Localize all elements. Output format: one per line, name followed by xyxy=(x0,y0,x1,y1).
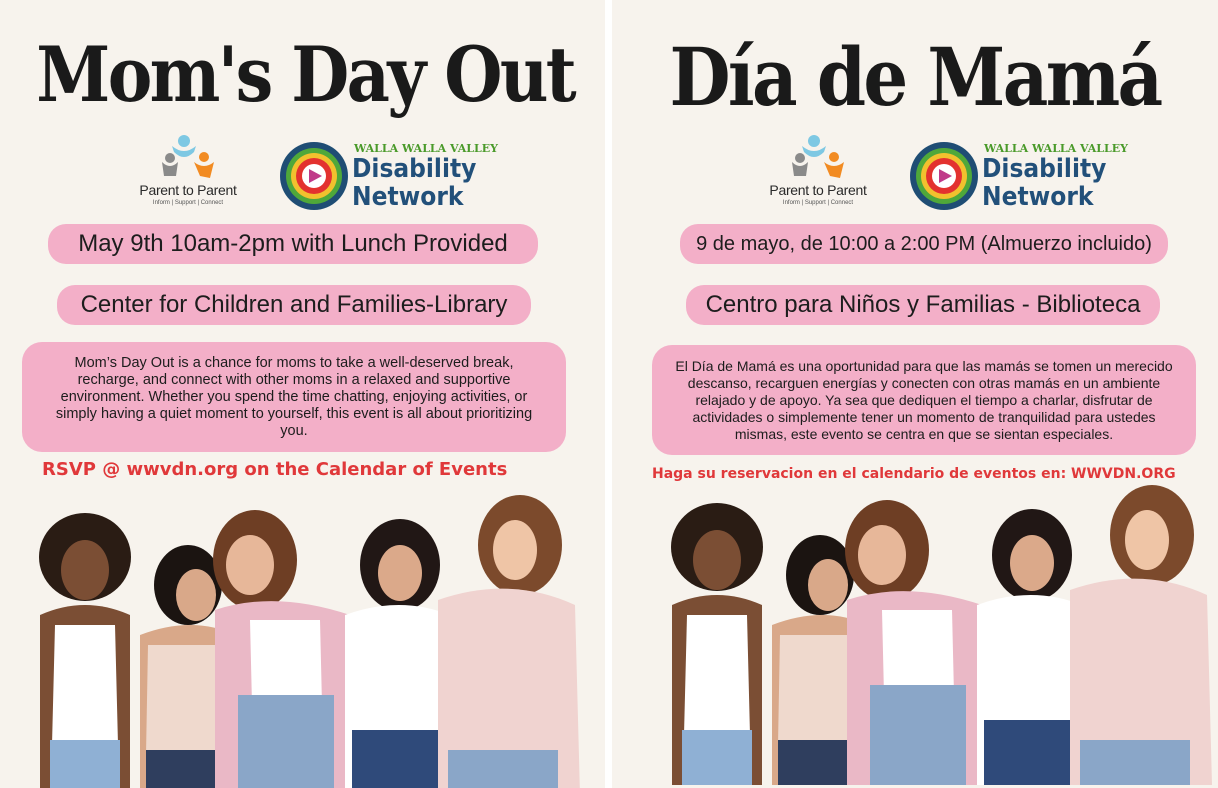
network-line2: Network xyxy=(982,182,1094,212)
network-top-line: WALLA WALLA VALLEY xyxy=(354,142,498,155)
network-line1: Disability xyxy=(352,154,477,184)
date-time-pill: May 9th 10am-2pm with Lunch Provided xyxy=(48,224,538,264)
parent-to-parent-name: Parent to Parent xyxy=(769,182,867,198)
group-of-women-photo xyxy=(0,495,600,788)
disability-network-logo xyxy=(908,140,1128,220)
network-line1: Disability xyxy=(982,154,1107,184)
location-pill: Center for Children and Families-Library xyxy=(57,285,531,325)
colorful-seal-icon xyxy=(278,140,350,212)
network-line2: Network xyxy=(352,182,464,212)
location-pill: Centro para Niños y Familias - Biblioteca xyxy=(686,285,1160,325)
panel-divider xyxy=(605,0,612,788)
people-figures-icon xyxy=(758,132,878,184)
rsvp-line: RSVP @ wwvdn.org on the Calendar of Events xyxy=(42,459,508,480)
spanish-flyer xyxy=(612,0,1218,788)
event-description: Mom’s Day Out is a chance for moms to take a well-deserved break, recharge, and connect with other moms in a relaxed and supportive environment. Whether you spend the time chatting, enjoying activities, or simply having a quiet moment to yourself, this event is all about prioritizing you. xyxy=(22,342,566,452)
disability-network-logo xyxy=(278,140,498,220)
date-time-pill: 9 de mayo, de 10:00 a 2:00 PM (Almuerzo incluido) xyxy=(680,224,1168,264)
flyer-title: Día de Mamá xyxy=(669,30,1161,124)
parent-to-parent-logo xyxy=(758,132,878,222)
group-of-women-photo xyxy=(632,485,1218,785)
parent-to-parent-logo xyxy=(128,132,248,222)
network-top-line: WALLA WALLA VALLEY xyxy=(984,142,1128,155)
flyer-title: Mom's Day Out xyxy=(36,30,575,119)
rsvp-line: Haga su reservacion en el calendario de eventos en: WWVDN.ORG xyxy=(652,466,1176,482)
colorful-seal-icon xyxy=(908,140,980,212)
english-flyer xyxy=(0,0,605,788)
parent-to-parent-tagline: Inform | Support | Connect xyxy=(782,200,854,206)
parent-to-parent-name: Parent to Parent xyxy=(139,182,237,198)
people-figures-icon xyxy=(128,132,248,184)
parent-to-parent-tagline: Inform | Support | Connect xyxy=(152,200,224,206)
event-description: El Día de Mamá es una oportunidad para que las mamás se tomen un merecido descanso, recarguen energías y conecten con otras mamás en un ambiente relajado y de apoyo. Ya sea que dediquen el tiempo a charlar, disfrutar de actividades o simplemente tener un momento de tranquilidad para ustedes mismas, este evento se centra en que se sientan especiales. xyxy=(652,345,1196,455)
